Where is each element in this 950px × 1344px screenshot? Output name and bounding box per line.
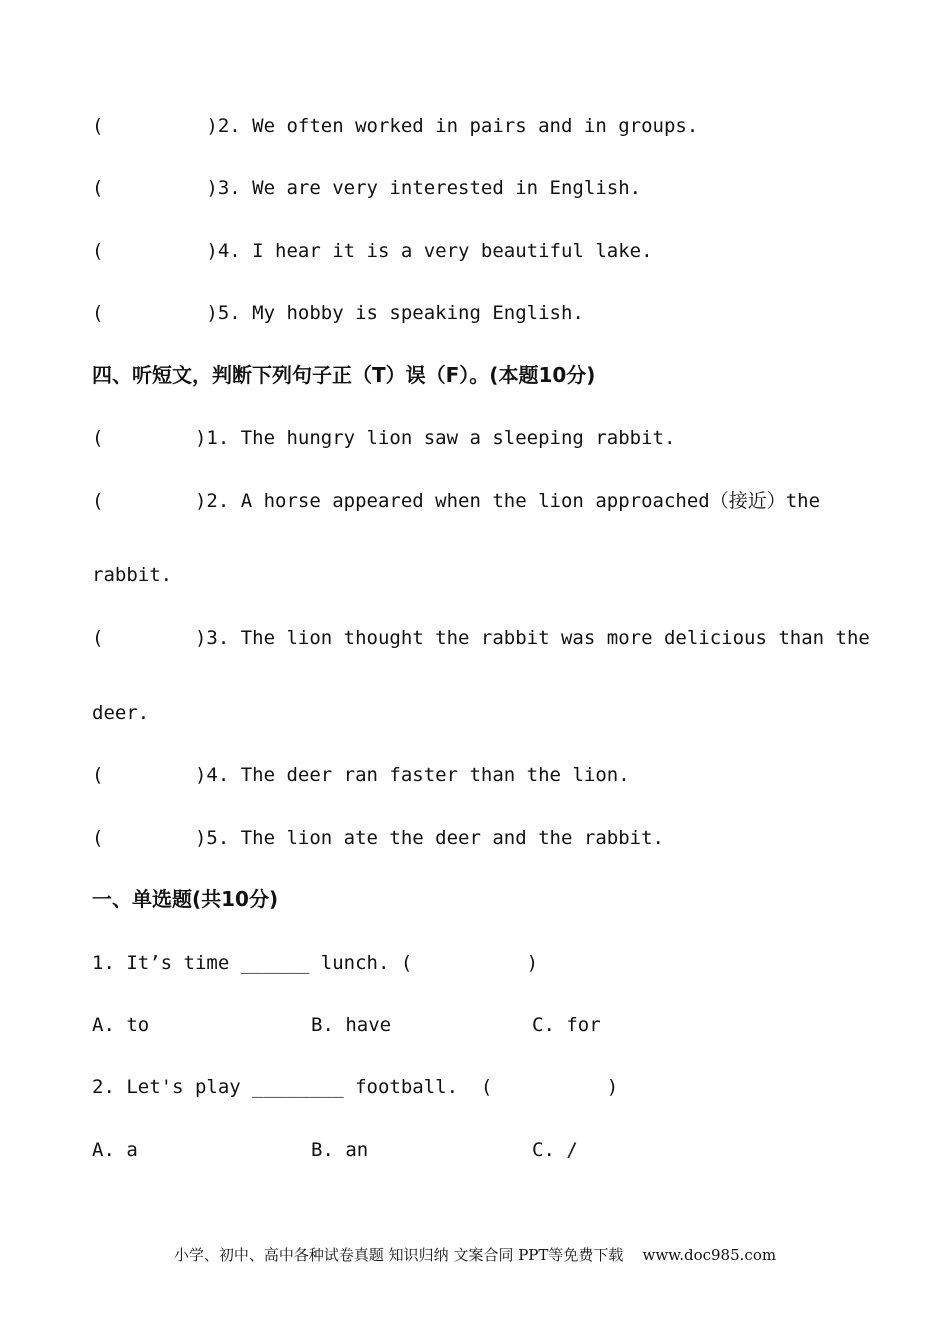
section4-item-5: ( )5. The lion ate the deer and the rabbit. xyxy=(92,827,664,849)
section1-heading: 一、单选题(共10分) xyxy=(92,887,279,911)
question-2-option-b: B. an xyxy=(311,1139,369,1161)
question-1: 1. It’s time ______ lunch. ( ) xyxy=(92,952,539,974)
section3-item-5: ( )5. My hobby is speaking English. xyxy=(92,302,584,324)
question-2-option-c: C. / xyxy=(532,1139,578,1161)
section4-item-3-cont: deer. xyxy=(92,702,150,724)
section4-item-4: ( )4. The deer ran faster than the lion. xyxy=(92,764,630,786)
section4-item-2: ( )2. A horse appeared when the lion approached（接近）the xyxy=(92,490,821,512)
question-1-option-b: B. have xyxy=(311,1014,392,1036)
section4-item-2-cont: rabbit. xyxy=(92,564,173,586)
section4-item-3: ( )3. The lion thought the rabbit was more delicious than the xyxy=(92,627,870,649)
question-1-option-a: A. to xyxy=(92,1014,150,1036)
question-2-option-a: A. a xyxy=(92,1139,138,1161)
section3-item-2: ( )2. We often worked in pairs and in groups. xyxy=(92,115,699,137)
section4-heading: 四、听短文，判断下列句子正（T）误（F）。(本题10分) xyxy=(92,363,596,387)
section3-item-4: ( )4. I hear it is a very beautiful lake. xyxy=(92,240,653,262)
section3-item-3: ( )3. We are very interested in English. xyxy=(92,177,642,199)
question-1-option-c: C. for xyxy=(532,1014,601,1036)
section4-item-1: ( )1. The hungry lion saw a sleeping rabbit. xyxy=(92,427,676,449)
question-2: 2. Let's play ________ football. ( ) xyxy=(92,1076,619,1098)
page-footer: 小学、初中、高中各种试卷真题 知识归纳 文案合同 PPT等免费下载 www.doc985.com xyxy=(173,1246,777,1264)
